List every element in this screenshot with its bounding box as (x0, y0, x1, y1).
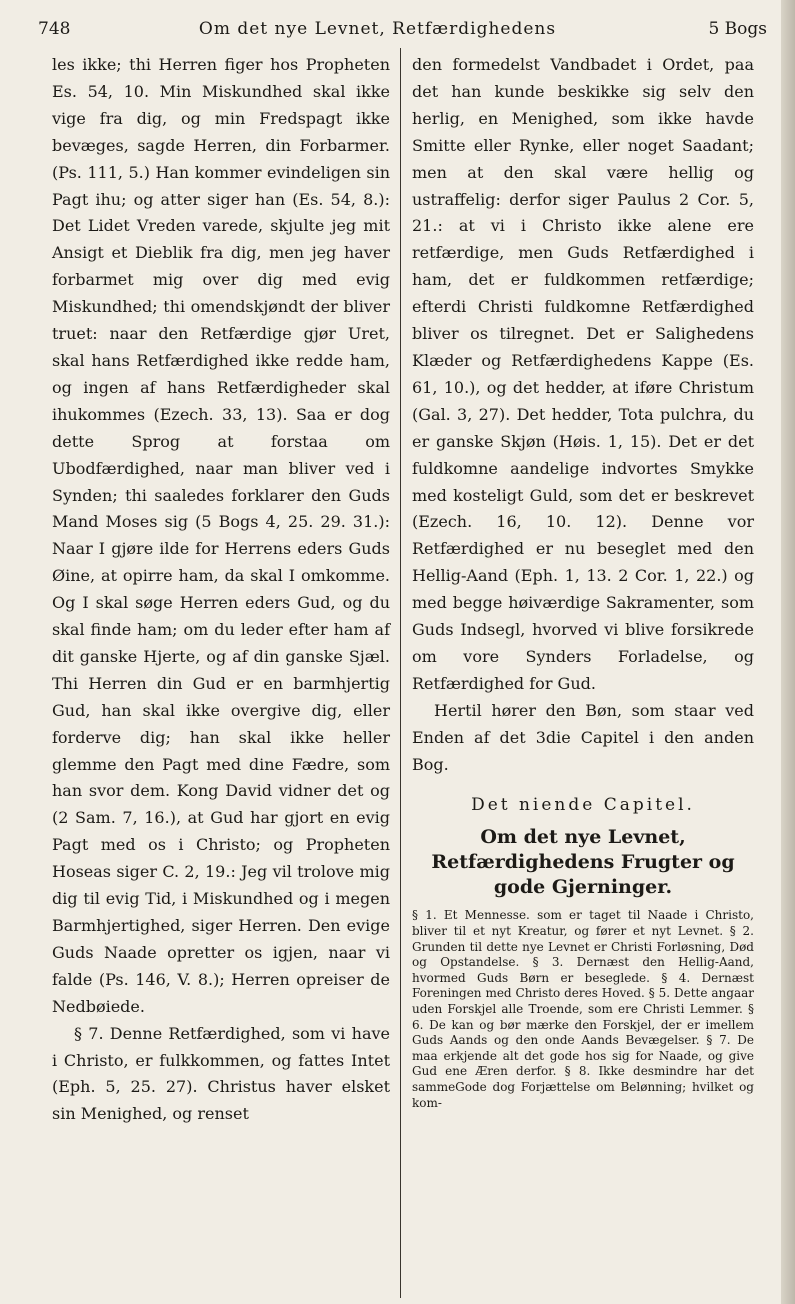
paragraph: den formedelst Vandbadet i Ordet, paa det han kunde beskikke sig selv den herlig, en Menighed, som ikke havde Smitte eller Rynke, eller noget Saadant; men at den skal være hellig og ustraffelig: derfor siger Paulus 2 Cor. 5, 21.: at vi i Christo ikke alene ere retfærdige, men Guds Retfærdighed i ham, det er fuldkommen retfærdige; efterdi Christi fuldkomne Retfærdighed bliver os tilregnet. Det er Salighedens Klæder og Retfærdighedens Kappe (Es. 61, 10.), og det hedder, at iføre Christum (Gal. 3, 27). Det hedder, Tota pulchra, du er ganske Skjøn (Høis. 1, 15). Det er det fuldkomne aandelige indvortes Smykke med kosteligt Guld, som det er beskrevet (Ezech. 16, 10. 12). Denne vor Retfærdighed er nu beseglet med den Hellig-Aand (Eph. 1, 13. 2 Cor. 1, 22.) og med begge høiværdige Sakramenter, som Guds Indsegl, hvorved vi blive forsikrede om vore Synders Forladelse, og Retfærdighed for Gud. (412, 55, 754, 693)
paragraph: Hertil hører den Bøn, som staar ved Enden af det 3die Capitel i den anden Bog. (412, 700, 754, 774)
page-edge (781, 0, 795, 1304)
chapter-title: Om det nye Levnet, Retfærdighedens Frugter og gode Gjerninger. (431, 826, 735, 899)
page-number: 748 (38, 19, 71, 39)
paragraph: § 7. Denne Retfærdighed, som vi have i Christo, er fulkkommen, og fattes Intet (Eph. 5, 25. 27). Christus haver elsket sin Menighed, og renset (52, 1023, 390, 1124)
running-header (28, 14, 767, 44)
right-column (412, 52, 754, 1111)
chapter-summary: § 1. Et Mennesse. som er taget til Naade i Christo, bliver til et nyt Kreatur, og fører et nyt Levnet. § 2. Grunden til dette nye Levnet er Christi Forløsning, Død og Opstandelse. § 3. Dernæst den Hellig-Aand, hvormed Guds Børn er beseglede. § 4. Dernæst Foreningen med Christo deres Hoved. § 5. Dette angaar uden Forskjel alle Troende, som ere Christi Lemmer. § 6. De kan og bør mærke den Forskjel, der er imellem Guds Aands og den onde Aands Bevægelser. § 7. De maa erkjende alt det gode hos sig for Naade, og give Gud ene Æren derfor. § 8. Ikke desmindre har det sammeGode dog Forjættelse om Belønning; hvilket og kom- (412, 908, 754, 1110)
column-divider (400, 48, 401, 1298)
running-title: Om det nye Levnet, Retfærdighedens (198, 19, 557, 39)
book-indicator: 5 Bogs (708, 19, 767, 39)
left-column (52, 52, 390, 1128)
paragraph: les ikke; thi Herren figer hos Propheten Es. 54, 10. Min Miskundhed skal ikke vige fra dig, og min Fredspagt ikke bevæges, sagde Herren, din Forbarmer. (Ps. 111, 5.) Han kommer evindeligen sin Pagt ihu; og atter siger han (Es. 54, 8.): Det Lidet Vreden varede, skjulte jeg mit Ansigt et Dieblik fra dig, men jeg haver forbarmet mig over dig med evig Miskundhed; thi omendskjøndt der bliver truet: naar den Retfærdige gjør Uret, skal hans Retfærdighed ikke redde ham, og ingen af hans Retfærdigheder skal ihukommes (Ezech. 33, 13). Saa er dog dette Sprog at forstaa om Ubodfærdighed, naar man bliver ved i Synden; thi saaledes forklarer den Guds Mand Moses sig (5 Bogs 4, 25. 29. 31.): Naar I gjøre ilde for Herrens eders Guds Øine, at opirre ham, da skal I omkomme. Og I skal søge Herren eders Gud, og du skal finde ham; om du leder efter ham af dit ganske Hjerte, og af din ganske Sjæl. Thi Herren din Gud er en barmhjertig Gud, han skal ikke overgive dig, eller forderve dig; han skal ikke heller glemme den Pagt med dine Fædre, som han svor dem. Kong David vidner det og (2 Sam. 7, 16.), at Gud har gjort en evig Pagt med os i Christo; og Propheten Hoseas siger C. 2, 19.: Jeg vil trolove mig dig til evig Tid, i Miskundhed og i megen Barmhjertighed, siger Herren. Den evige Guds Naade opretter os igjen, naar vi falde (Ps. 146, V. 8.); Herren opreiser de Nedbøiede. (52, 55, 390, 1016)
chapter-heading: Det niende Capitel. (471, 795, 695, 816)
